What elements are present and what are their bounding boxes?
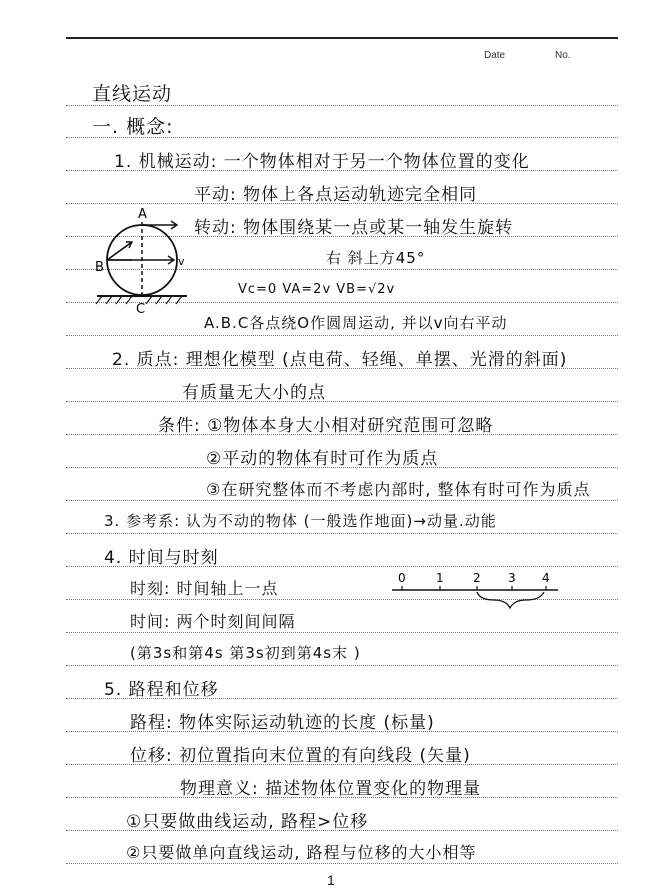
path-displacement-heading: 5. 路程和位移 xyxy=(104,680,219,700)
ruled-line xyxy=(66,863,618,864)
moment-definition: 时刻: 时间轴上一点 xyxy=(130,579,279,598)
ruled-line xyxy=(66,533,618,534)
label-v: v xyxy=(178,255,185,268)
page-title: 直线运动 xyxy=(92,83,173,105)
interval-brace xyxy=(477,592,544,608)
ruled-line xyxy=(66,665,618,666)
time-heading: 4. 时间与时刻 xyxy=(104,548,219,568)
label-a: A xyxy=(138,207,147,222)
particle-condition-2: ②平动的物体有时可作为质点 xyxy=(206,449,439,469)
rotation-line: 转动: 物体围绕某一点或某一轴发生旋转 xyxy=(194,218,514,238)
path-definition: 路程: 物体实际运动轨迹的长度 (标量) xyxy=(130,713,435,733)
interval-definition: 时间: 两个时刻间间隔 xyxy=(130,612,296,631)
displacement-note-1: ①只要做曲线运动, 路程>位移 xyxy=(126,812,369,832)
top-rule xyxy=(66,37,618,39)
particle-definition: 有质量无大小的点 xyxy=(182,383,326,403)
time-axis-diagram xyxy=(388,568,568,618)
reference-frame-line: 3. 参考系: 认为不动的物体 (一般选作地面)→动量.动能 xyxy=(104,512,497,530)
axis-tick-label: 3 xyxy=(508,571,516,585)
page-number: 1 xyxy=(327,872,335,888)
axis-tick-label: 2 xyxy=(473,571,481,585)
direction-note: 右 斜上方45° xyxy=(326,249,426,267)
circular-motion-summary: A.B.C各点绕O作圆周运动, 并以v向右平动 xyxy=(204,314,508,332)
number-label: No. xyxy=(555,50,571,61)
particle-condition-1: 条件: ①物体本身大小相对研究范围可忽略 xyxy=(158,416,494,436)
particle-condition-3: ③在研究整体而不考虑内部时, 整体有时可作为质点 xyxy=(206,480,591,499)
axis-tick-label: 0 xyxy=(398,571,406,585)
time-example: (第3s和第4s 第3s初到第4s末 ) xyxy=(130,644,361,662)
label-b: B xyxy=(95,260,104,275)
ruled-line xyxy=(66,632,618,633)
velocity-values: Vc=0 VA=2v VB=√2v xyxy=(238,282,396,297)
mechanical-motion-line: 1. 机械运动: 一个物体相对于另一个物体位置的变化 xyxy=(114,152,530,172)
label-c: C xyxy=(136,302,146,317)
displacement-note-2: ②只要做单向直线运动, 路程与位移的大小相等 xyxy=(126,843,477,862)
axis-tick-label: 4 xyxy=(542,571,550,585)
section-heading: 一. 概念: xyxy=(92,116,174,138)
date-label: Date xyxy=(484,50,506,61)
ruled-line xyxy=(66,500,618,501)
axis-tick-label: 1 xyxy=(436,571,444,585)
ruled-line xyxy=(66,335,618,336)
displacement-definition: 位移: 初位置指向末位置的有向线段 (矢量) xyxy=(130,746,471,766)
physical-meaning: 物理意义: 描述物体位置变化的物理量 xyxy=(180,779,482,799)
ruled-line xyxy=(66,401,618,402)
particle-line: 2. 质点: 理想化模型 (点电荷、轻绳、单摆、光滑的斜面) xyxy=(112,350,568,370)
rolling-wheel-diagram xyxy=(92,207,192,317)
translation-line: 平动: 物体上各点运动轨迹完全相同 xyxy=(194,185,478,205)
